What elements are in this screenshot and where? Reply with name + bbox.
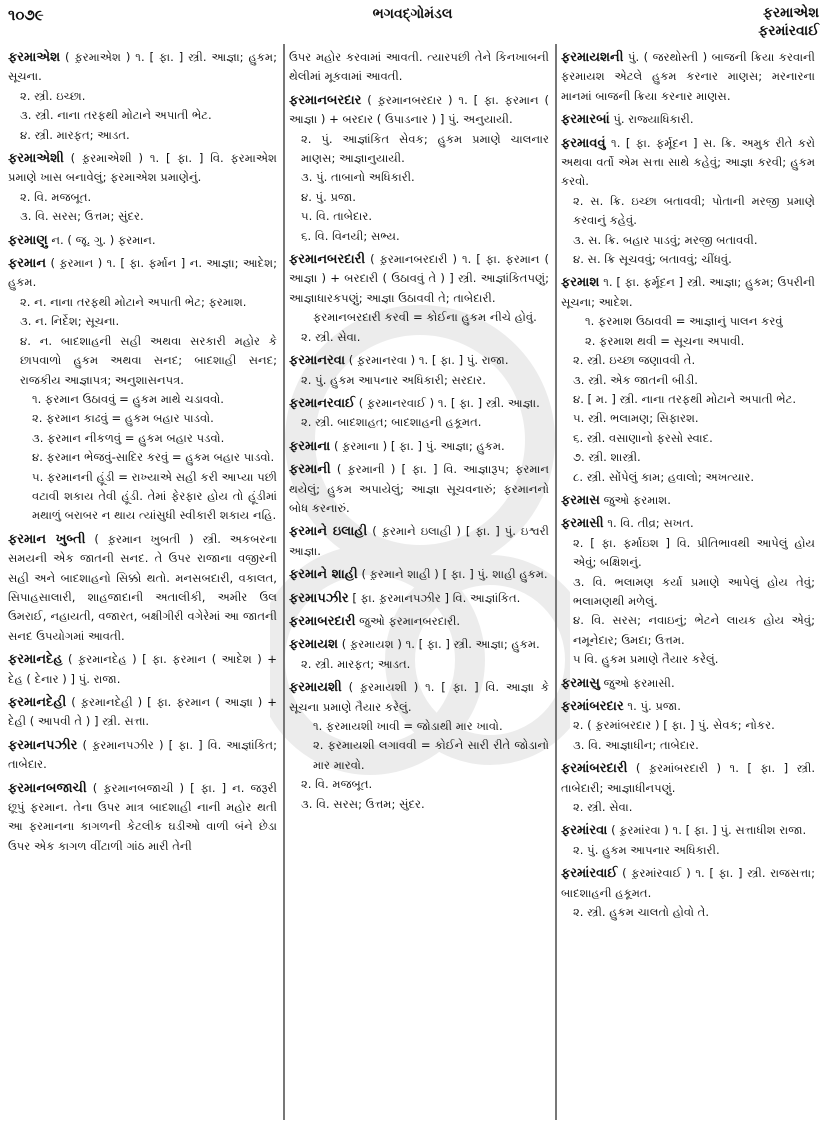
dictionary-entry: [289, 612, 549, 631]
entry-sense: ૨. પું. આજ્ઞાંકિત સેવક; હુકમ પ્રમાણે ચાલનાર માણસ; આજ્ઞાનુયાયી.: [301, 131, 549, 166]
entry-sense: ૨. [ ફા. ફર્માઇશ ] વિ. પ્રીતિભાવથી આપેલું હોય એવું; બક્ષિશનું.: [573, 535, 815, 570]
entry-headword: ફરમાસ: [561, 492, 600, 508]
entry-sense: ૫. સ્ત્રી. ભલામણ; સિફારશ.: [573, 411, 699, 426]
entry-headword: ફરમાયશી: [289, 680, 342, 696]
entry-sense: ૩. ન. નિર્દેશ; સૂચના.: [20, 314, 120, 329]
entry-headword: ફરમાસુ: [561, 675, 600, 691]
guide-word-last: ફરમાંરવાઈ: [758, 23, 819, 39]
dictionary-entry: [289, 589, 549, 608]
entry-sense: ૨. વિ. મજબૂત.: [20, 189, 92, 204]
dictionary-entry: [289, 437, 549, 456]
dictionary-entry: [8, 149, 277, 227]
entry-headword: ફરમાનબરદાર: [289, 92, 362, 108]
entry-headword: ફરમાને શાહી: [289, 567, 358, 583]
entry-headword: ફરમાંબરદારી: [561, 761, 628, 777]
dictionary-entry: [8, 650, 277, 689]
dictionary-entry: [289, 91, 549, 246]
entry-definition: ( ફ઼રમાને શાહી ) [ ફા. ] પું. શાહી હુકમ.: [361, 567, 548, 582]
entry-sense: ૮. સ્ત્રી. સોંપેલું કામ; હવાલો; અખત્યાર.: [573, 469, 755, 484]
entry-sense: ૨. સ્ત્રી. હુકમ ચાલતો હોવો તે.: [573, 905, 710, 920]
entry-sense: ૨. વિ. મજબૂત.: [301, 777, 373, 792]
entry-sense: ૨. પું. હુકમ આપનાર અધિકારી; સરદાર.: [301, 372, 486, 387]
dictionary-entry: [561, 134, 815, 270]
dictionary-entry: [8, 779, 277, 857]
entry-definition: ( ફ઼રમાનબરદાર ) ૧. [ ફા. ફરમાન ( આજ્ઞા ) + બરદાર ( ઉપાડનાર ) ] પું. અનુયાયી.: [289, 92, 549, 127]
entry-sense: ૪. ન. બાદશાહની સહી અથવા સરકારી મહોર કે છાપવાળો હુકમ અથવા સનદ; બાદશાહી સનદ; રાજકીય આજ્ઞાપત્ર; અનુશાસનપત્ર.: [20, 333, 277, 387]
dictionary-entry: [561, 110, 815, 129]
entry-sense: ૨. સ્ત્રી. ઇચ્છા.: [20, 88, 86, 103]
entry-headword: ફરમાન ખુબ્તી: [8, 531, 86, 547]
entry-definition: ( ફ઼રમાના ) [ ફા. ] પું. આજ્ઞા; હુકમ.: [333, 438, 505, 453]
dictionary-entry: [8, 736, 277, 775]
entry-idiom: ૨. ફરમાન કાઢવું = હુકમ બહાર પાડવો.: [32, 411, 214, 426]
book-title: ભગવદ્ગોમંડલ: [372, 6, 453, 22]
dictionary-entry: [289, 394, 549, 433]
entry-headword: ફરમાનબરદારી: [289, 252, 366, 268]
page-header: [0, 0, 825, 44]
entry-headword: ફરમાન: [8, 256, 47, 272]
entry-headword: ફરમાણુ: [8, 232, 48, 248]
page-number: ૧૦૭૯: [8, 6, 44, 24]
entry-headword: ફરમાને ઇલાહી: [289, 524, 368, 540]
entry-definition: ( ફ઼રમાયશી ) ૧. [ ફા. ] વિ. આજ્ઞા કે સૂચના પ્રમાણે તૈયાર કરેલું.: [289, 680, 550, 714]
guide-word-first: ફરમાએશ: [762, 5, 819, 21]
entry-headword: ફરમાનપઝીર: [8, 737, 78, 753]
column-left: [4, 44, 283, 1120]
entry-sense: ૨. પું. હુકમ આપનાર અધિકારી.: [573, 842, 720, 857]
entry-headword: ફરમાએશી: [8, 151, 64, 167]
dictionary-entry: [561, 697, 815, 755]
entry-idiom: ૧. ફરમાશ ઉઠાવવી = આજ્ઞાનું પાલન કરવું: [585, 314, 783, 329]
dictionary-entry: [561, 674, 815, 693]
entry-sense: ૩. વિ. આજ્ઞાધીન; તાબેદાર.: [573, 737, 699, 752]
dictionary-entry: [561, 864, 815, 922]
entry-sense: ૪. સ. ક્રિ સૂચવવું; બતાવવું; ચીંધવું.: [573, 252, 732, 267]
guide-words: [758, 4, 819, 40]
entry-sense: ૪. વિ. સરસ; નવાઇનું; ભેટને લાયક હોય એવું; નમૂનેદાર; ઉમદા; ઉત્તમ.: [573, 613, 815, 647]
entry-headword: ફરમાનદેહી: [8, 695, 67, 710]
entry-sense: ૬. સ્ત્રી. વસાણાનો ફરસો સ્વાદ.: [573, 430, 713, 445]
entry-headword: ફરમાવવું: [561, 135, 606, 151]
dictionary-entry: [561, 491, 815, 510]
dictionary-entry: [8, 254, 277, 526]
entry-headword: ફરમાના: [289, 438, 331, 454]
entry-definition: ( ફ઼રમાનરવાઈ ) ૧. [ ફા. ] સ્ત્રી. આજ્ઞા.: [358, 395, 540, 410]
entry-definition: જુઓ ફરમાશ.: [603, 492, 671, 507]
entry-definition: ( ફ઼રમાયશ ) ૧. [ ફા. ] સ્ત્રી. આજ્ઞા; હુકમ.: [341, 637, 540, 652]
entry-headword: ફરમાનદેહ: [8, 652, 63, 668]
entry-sense: ૨. સ્ત્રી. સેવા.: [573, 800, 633, 815]
entry-headword: ફરમાનબજાચી: [8, 780, 87, 796]
entry-sense: ૫ વિ. હુકમ પ્રમાણે તૈયાર કરેલું.: [573, 652, 719, 667]
entry-sense: ૭. સ્ત્રી. શાસ્ત્રી.: [573, 450, 641, 465]
entry-headword: ફરમાપઝીર: [289, 590, 349, 606]
entry-headword: ફરમાની: [289, 462, 331, 478]
entry-sense: ૩. વિ. સરસ; ઉત્તમ; સુંદર.: [301, 796, 425, 811]
entry-sense: ૨. સ્ત્રી. બાદશાહત; બાદશાહની હકૂમત.: [301, 415, 482, 430]
dictionary-entry: [561, 273, 815, 486]
dictionary-columns: [4, 44, 821, 1120]
entry-definition: [ ફા. ફ઼રમાનપઝીર ] વિ. આજ્ઞાંકિત.: [352, 590, 521, 605]
entry-headword: ફરમાસી: [561, 516, 604, 532]
dictionary-entry: [561, 821, 815, 860]
entry-headword: ફરમાયશ: [289, 637, 339, 653]
dictionary-entry: [8, 48, 277, 145]
entry-definition: ન. ( જૂ. ગુ. ) ફરમાન.: [51, 232, 156, 247]
entry-idiom: ફરમાનબરદારી કરવી = કોઈના હુકમ નીચે હોવું.: [313, 310, 537, 325]
entry-headword: ફરમાએશ: [8, 50, 61, 65]
dictionary-entry: [289, 565, 549, 584]
entry-definition: ૧. [ ફા. ફર્મૂદન ] સ. ક્રિ. અમુક રીતે કરો અથવા વર્તો એમ સત્તા સાથે કહેવું; આજ્ઞા કરવી; હુકમ કરવો.: [561, 135, 815, 189]
entry-sense: ૨. સ્ત્રી. મારફત; આડત.: [301, 656, 411, 671]
dictionary-entry: [289, 678, 549, 814]
dictionary-entry: [289, 635, 549, 674]
entry-definition: ( ફ઼રમાનરવા ) ૧. [ ફા. ] પું. રાજા.: [348, 353, 509, 368]
entry-headword: ફરમાંરવાઈ: [561, 866, 618, 882]
entry-definition: ( ફ઼રમાનદેહ ) [ ફા. ફરમાન ( આદેશ ) + દેહ ( દેનાર ) ] પું. રાજા.: [8, 652, 277, 686]
entry-sense: ૨. સ્ત્રી. ઇચ્છા જણાવવી તે.: [573, 353, 696, 368]
entry-idiom: ૩. ફરમાન નીકળવું = હુકમ બહાર પડવો.: [32, 430, 225, 445]
entry-headword: ફરમારબાં: [561, 112, 610, 128]
entry-headword: ફરમાબરદારી: [289, 613, 356, 629]
entry-idiom: ૪. ફરમાન ભેજવું-સાદિર કરવું = હુકમ બહાર પાડવો.: [32, 450, 275, 465]
entry-definition: ૧. [ ફા. ફર્મૂદન ] સ્ત્રી. આજ્ઞા; હુકમ; ઉપરીની સૂચના; આદેશ.: [561, 275, 815, 309]
entry-definition: ( ફ઼રમાન ) ૧. [ ફા. ફર્માન ] ન. આજ્ઞા; આદેશ; હુકમ.: [8, 256, 277, 290]
entry-definition: ૧. વિ. તીવ્ર; સખત.: [607, 516, 694, 531]
dictionary-entry: [289, 351, 549, 390]
entry-definition: ( ફ઼રમાનબરદારી ) ૧. [ ફા. ફરમાન ( આજ્ઞા ) + બરદારી ( ઉઠાવવું તે ) ] સ્ત્રી. આજ્ઞાંકિતપણું; આજ્ઞાધારકપણું; આજ્ઞા ઉઠાવવી તે; તાબેદારી.: [289, 252, 549, 305]
entry-idiom: ૨. ફરમાશ થવી = સૂચના અપાવી.: [585, 333, 745, 348]
entry-sense: ૪. સ્ત્રી. મારફત; આડત.: [20, 127, 130, 142]
entry-definition: ( ફ઼રમાની ) [ ફા. ] વિ. આજ્ઞારૂપ; ફરમાન થયેલું; હુકમ અપાયેલું; આજ્ઞા સૂચવનારું; ફરમાનનો બોધ કરનારું.: [289, 462, 549, 515]
entry-sense: ૩. વિ. ભલામણ કર્યા પ્રમાણે આપેલું હોય તેવું; ભલામણથી મળેલું.: [573, 574, 815, 608]
dictionary-entry: [8, 231, 277, 250]
entry-definition: જુઓ ફરમાસી.: [603, 675, 675, 690]
entry-definition: ( ફ઼રમાને ઇલાહી ) [ ફા. ] પું. ઇશ્વરી આજ્ઞા.: [289, 524, 549, 558]
entry-sense: ૫. વિ. તાબેદાર.: [301, 209, 373, 224]
entry-definition: જુઓ ફરમાનબરદારી.: [359, 613, 461, 628]
dictionary-entry: [289, 250, 549, 347]
entry-headword: ફરમાનરવાઈ: [289, 395, 356, 411]
entry-definition: ( ફ઼રમાન ખુબતી ) સ્ત્રી. અકબરના સમયની એક જાતની સનદ. તે ઉપર રાજાના વજીરની સહી અને બાદશાહનો સિક્કો થતો. મનસબદારી, વકાલત, સિપાહસાલારી, શાહજાદાની અતાલીકી, અમીર ઉલ ઉમરાઈ, નહાયતી, વજારત, બક્ષીગીરી વગેરેમાં આ જાતની સનદ ઉપયોગમાં આવતી.: [8, 531, 278, 643]
entry-definition: ( ફ઼રમાંબરદારી ) ૧. [ ફા. ] સ્ત્રી. તાબેદારી; આજ્ઞાધીનપણું.: [561, 761, 816, 795]
entry-definition: ( ફ઼રમાએશ ) ૧. [ ફા. ] સ્ત્રી. આજ્ઞા; હુકમ; સૂચના.: [8, 50, 277, 84]
entry-headword: ફરમાનરવા: [289, 353, 346, 369]
column-middle: [283, 44, 555, 1120]
entry-headword: ફરમાંરવા: [561, 823, 608, 839]
entry-sense: ૨. સ. ક્રિ. ઇચ્છા બતાવવી; પોતાની મરજી પ્રમાણે કરવાનું કહેવું.: [573, 193, 815, 228]
entry-headword: ફરમાયશની: [561, 50, 624, 65]
entry-sense: ૩. પું. તાબાનો અધિકારી.: [301, 170, 415, 185]
entry-sense: ૩. વિ. સરસ; ઉત્તમ; સુંદર.: [20, 209, 144, 224]
entry-sense: ૨. સ્ત્રી. સેવા.: [301, 329, 361, 344]
entry-definition: ( ફ઼રમાંરવા ) ૧. [ ફા. ] પું. સત્તાધીશ રાજા.: [611, 823, 807, 838]
entry-sense: ૩. સ્ત્રી. નાના તરફથી મોટાને અપાતી ભેટ.: [20, 108, 212, 123]
entry-idiom: ૧. ફરમાયશી ખાવી = જોડાથી માર ખાવો.: [313, 719, 503, 733]
entry-definition: ( ફ઼રમાએશી ) ૧. [ ફા. ] વિ. ફરમાએશ પ્રમાણે ખાસ બનાવેલું; ફરમાએશ પ્રમાણેનું.: [8, 151, 277, 185]
entry-definition: ( ફ઼રમાનબજાચી ) [ ફા. ] ન. જરૂરી છૂપું ફરમાન. તેના ઉપર માત્ર બાદશાહી નાની મહોર થતી આ ફરમાનના કાગળની કેટલીક ઘડીઓ વાળી બંને છેડા ઉપર એક કાગળ વીંટાળી ગાંઠ મારી તેની: [8, 780, 277, 853]
dictionary-entry: [289, 460, 549, 518]
dictionary-entry: [561, 514, 815, 669]
dictionary-entry: [8, 530, 277, 646]
dictionary-entry: [561, 759, 815, 817]
entry-sense: ૨. ( ફ઼રમાંબરદાર ) [ ફા. ] પું. સેવક; નોકર.: [573, 718, 775, 733]
entry-headword: ફરમાંબરદાર: [561, 699, 624, 714]
entry-definition: પું. ( જરથોસ્તી ) બાજની ક્રિયા કરવાની ફરમાયશ એટલે હુકમ કરનાર માણસ; મરનારના માનમાં બાજની ક્રિયા કરનાર માણસ.: [561, 50, 815, 103]
entry-sense: ૪. [ મ. ] સ્ત્રી. નાના તરફથી મોટાને અપાતી ભેટ.: [573, 391, 797, 406]
entry-sense: ૪. પું. પ્રજા.: [301, 189, 356, 204]
entry-definition: ઉપર મહોર કરવામાં આવતી. ત્યારપછી તેને કિનખાબની થેલીમાં મૂકવામાં આવતી.: [289, 50, 549, 84]
entry-definition: ( ફ઼રમાનપઝીર ) [ ફા. ] વિ. આજ્ઞાંકિત; તાબેદાર.: [8, 737, 277, 772]
entry-idiom: ૧. ફરમાન ઉઠાવવું = હુકમ માથે ચડાવવો.: [32, 391, 224, 406]
entry-sense: ૬. વિ. વિનયી; સભ્ય.: [301, 228, 400, 243]
entry-definition: ૧. પું. પ્રજા.: [627, 699, 681, 713]
entry-definition: ( ફ઼રમાંરવાઈ ) ૧. [ ફા. ] સ્ત્રી. રાજસત્તા; બાદશાહની હકૂમત.: [561, 866, 816, 900]
entry-sense: ૨. ન. નાના તરફથી મોટાને અપાતી ભેટ; ફરમાશ.: [20, 294, 247, 309]
entry-sense: ૩. સ્ત્રી. એક જાતની બીડી.: [573, 372, 698, 387]
entry-idiom: ૨. ફરમાયશી લગાવવી = કોઈને સારી રીતે જોડાનો માર મારવો.: [313, 738, 549, 772]
dictionary-entry: [8, 693, 277, 732]
dictionary-entry: [289, 48, 549, 87]
column-right: [555, 44, 821, 1120]
entry-definition: ( ફ઼રમાનદેહી ) [ ફા. ફરમાન ( આજ્ઞા ) + દેહી ( આપવી તે ) ] સ્ત્રી. સત્તા.: [8, 695, 277, 729]
entry-headword: ફરમાશ: [561, 275, 600, 291]
dictionary-entry: [289, 522, 549, 561]
entry-definition: પું. રાજ્યાધિકારી.: [613, 112, 694, 127]
entry-sense: ૩. સ. ક્રિ. બહાર પાડવું; મરજી બતાવવી.: [573, 232, 758, 247]
entry-idiom: ૫. ફરમાનની હૂંડી = રાખ્યાએ સહી કરી આપ્યા પછી વટાવી શકાય તેવી હૂંડી. તેમાં ફેરફાર હોય તો હૂંડીમાં મથાળું બરાબર ન થાય ત્યાંસુધી સ્વીકારી શકાય નહિ.: [32, 469, 277, 523]
dictionary-entry: [561, 48, 815, 106]
